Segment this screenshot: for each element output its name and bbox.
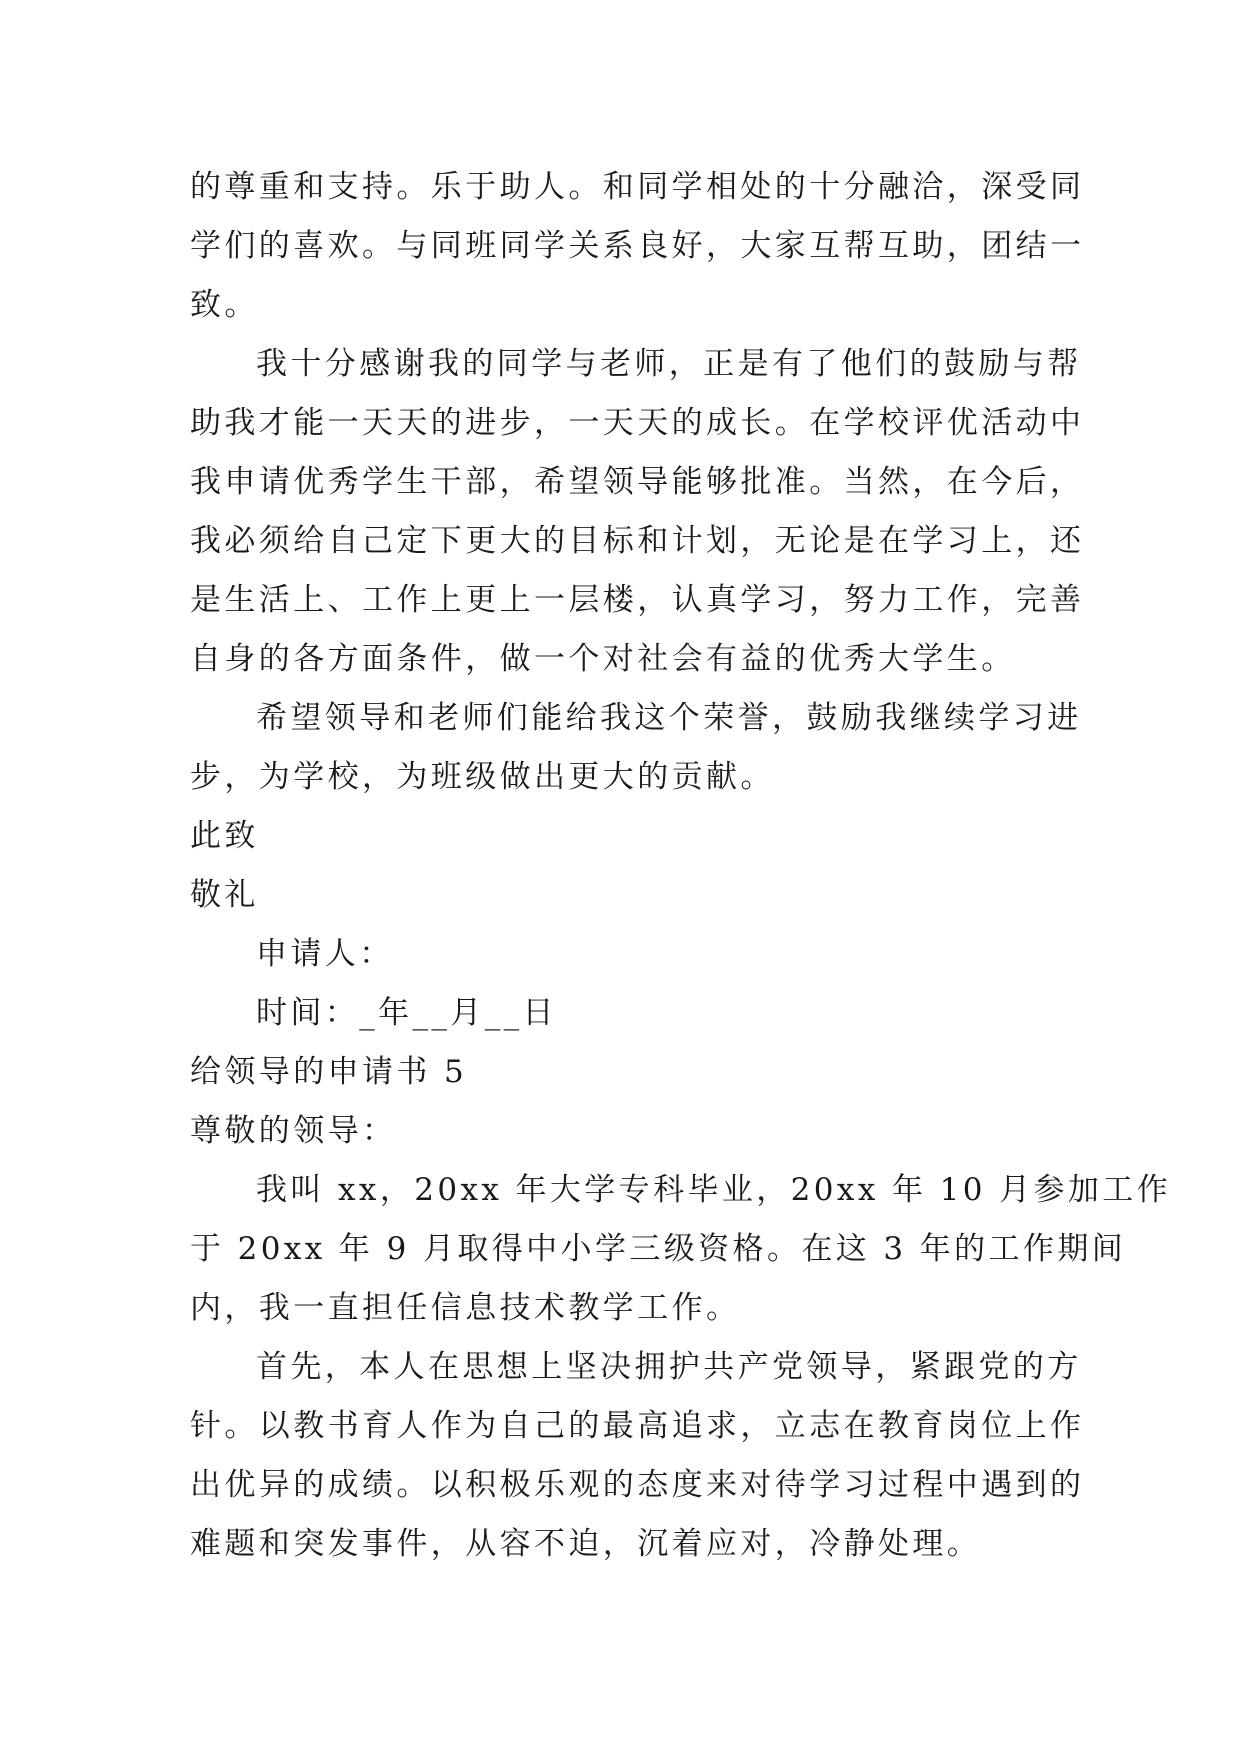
- closing-salutation: 此致: [190, 818, 259, 854]
- closing-regards: 敬礼: [190, 877, 259, 913]
- text-line: 出优异的成绩。以积极乐观的态度来对待学习过程中遇到的: [190, 1467, 1085, 1503]
- text-line: 难题和突发事件，从容不迫，沉着应对，冷静处理。: [190, 1526, 982, 1562]
- text-line: 内，我一直担任信息技术教学工作。: [190, 1290, 741, 1326]
- text-line: 于 20xx 年 9 月取得中小学三级资格。在这 3 年的工作期间: [190, 1231, 1127, 1267]
- paragraph-start-line: 我十分感谢我的同学与老师，正是有了他们的鼓励与帮: [256, 346, 1082, 382]
- document-body: [190, 158, 1172, 1574]
- text-line: 助我才能一天天的进步，一天天的成长。在学校评优活动中: [190, 405, 1085, 441]
- text-line: 步，为学校，为班级做出更大的贡献。: [190, 759, 775, 795]
- paragraph-start-line: 我叫 xx，20xx 年大学专科毕业，20xx 年 10 月参加工作: [256, 1172, 1172, 1208]
- text-line: 致。: [190, 287, 259, 323]
- text-line: 我申请优秀学生干部，希望领导能够批准。当然，在今后，: [190, 464, 1085, 500]
- date-line: 时间：_年__月__日: [256, 995, 557, 1031]
- text-line: 我必须给自己定下更大的目标和计划，无论是在学习上，还: [190, 523, 1085, 559]
- section-title: 给领导的申请书 5: [190, 1054, 468, 1090]
- text-line: 自身的各方面条件，做一个对社会有益的优秀大学生。: [190, 641, 1016, 677]
- text-line: 的尊重和支持。乐于助人。和同学相处的十分融洽，深受同: [190, 169, 1085, 205]
- text-line: 是生活上、工作上更上一层楼，认真学习，努力工作，完善: [190, 582, 1085, 618]
- paragraph-start-line: 希望领导和老师们能给我这个荣誉，鼓励我继续学习进: [256, 700, 1082, 736]
- greeting: 尊敬的领导：: [190, 1113, 397, 1149]
- paragraph-start-line: 首先，本人在思想上坚决拥护共产党领导，紧跟党的方: [256, 1349, 1082, 1385]
- text-line: 学们的喜欢。与同班同学关系良好，大家互帮互助，团结一: [190, 228, 1085, 264]
- applicant-label: 申请人：: [256, 936, 394, 972]
- text-line: 针。以教书育人作为自己的最高追求，立志在教育岗位上作: [190, 1408, 1085, 1444]
